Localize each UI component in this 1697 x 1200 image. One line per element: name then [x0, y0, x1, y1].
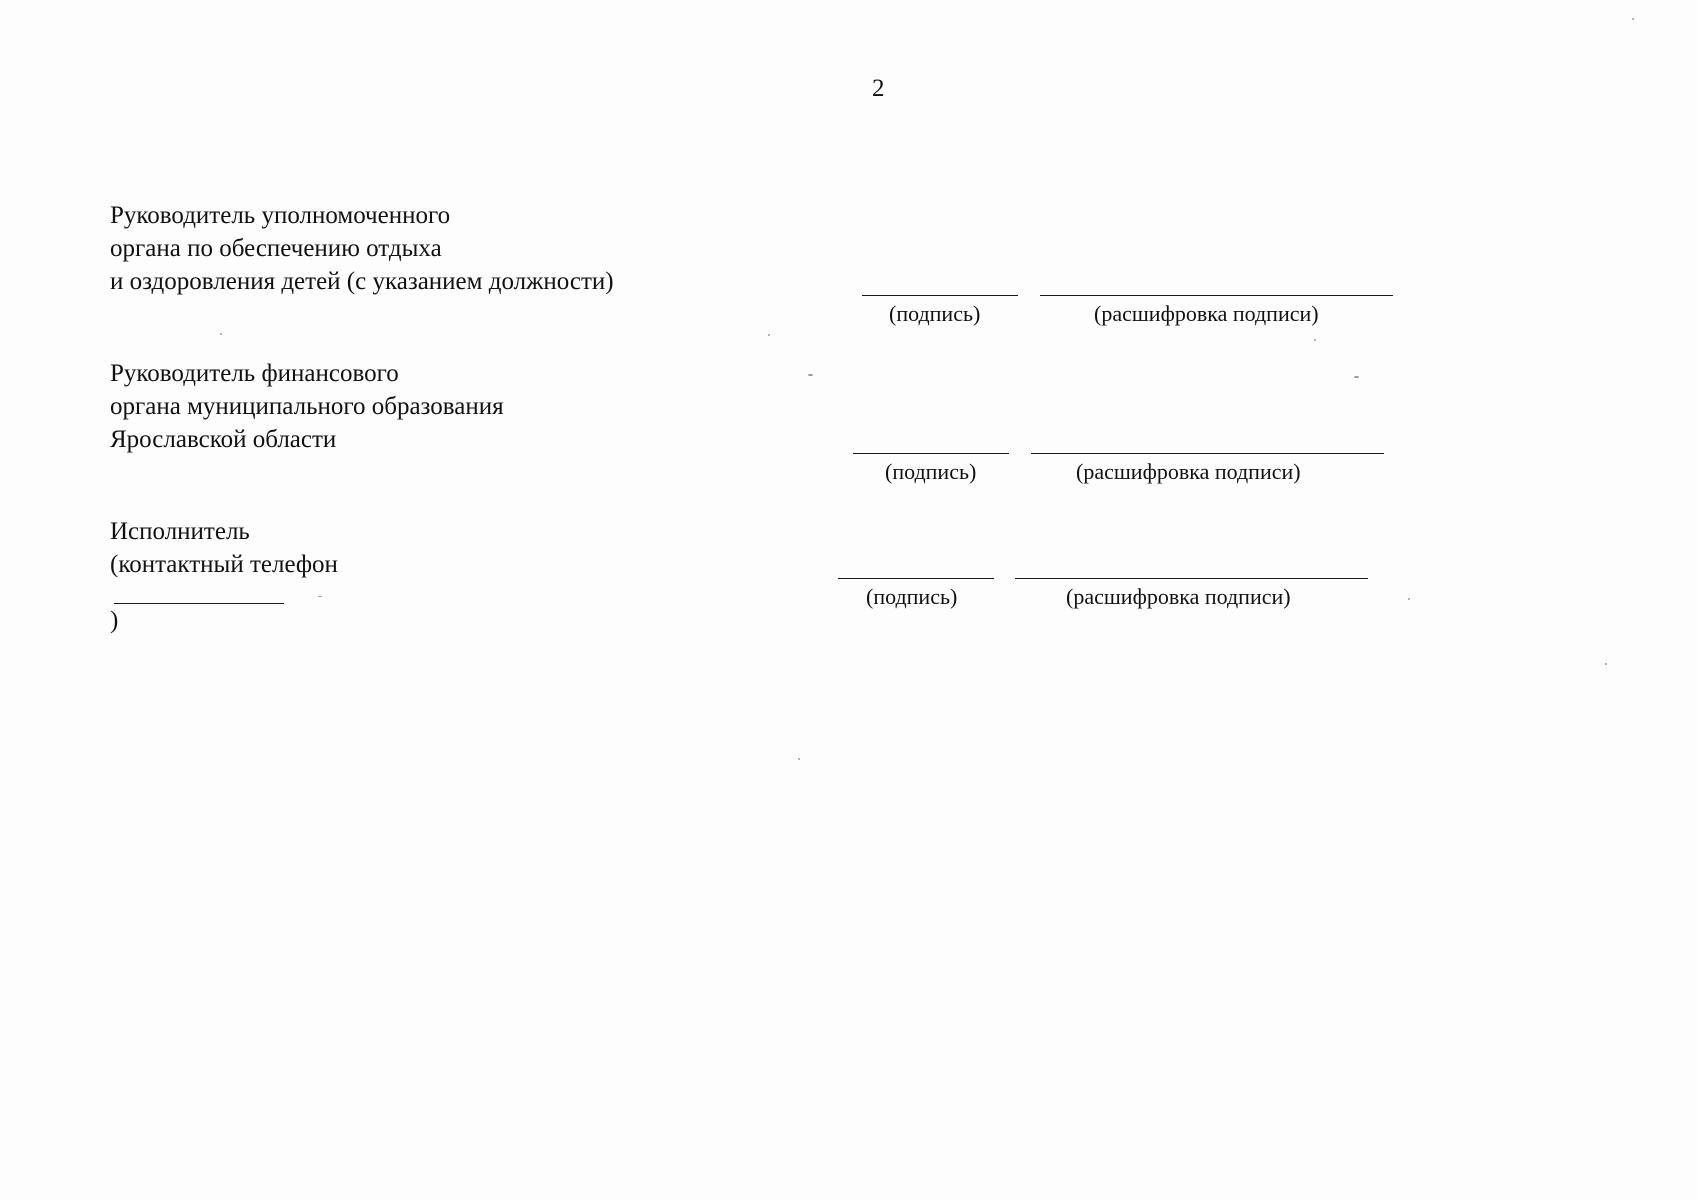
- scan-speck: [1354, 376, 1359, 378]
- phone-line: [110, 548, 338, 637]
- authority-head-title: [110, 199, 614, 298]
- signature-decoding-line: [1015, 578, 1368, 579]
- signature-decoding-caption: (расшифровка подписи): [1094, 301, 1319, 326]
- scan-speck: [808, 374, 813, 376]
- scan-speck: [318, 596, 322, 597]
- scan-speck: [220, 333, 222, 335]
- phone-label: (контактный телефон: [110, 551, 338, 578]
- title-line: Руководитель уполномоченного: [110, 202, 451, 229]
- title-line: органа муниципального образования: [110, 393, 504, 420]
- scan-speck: [1314, 339, 1316, 341]
- title-line: Ярославской области: [110, 426, 337, 453]
- signature-decoding-line: [1031, 453, 1384, 454]
- scan-speck: [798, 758, 800, 760]
- signature-caption: (подпись): [889, 301, 981, 326]
- signature-line: [862, 295, 1018, 296]
- signature-caption: (подпись): [885, 459, 977, 484]
- scan-speck: [1605, 663, 1607, 665]
- title-line: и оздоровления детей (с указанием должности): [110, 268, 614, 295]
- signature-caption: (подпись): [866, 584, 958, 609]
- title-line: органа по обеспечению отдыха: [110, 235, 442, 262]
- scan-speck: [1632, 18, 1634, 20]
- page-number: 2: [872, 75, 885, 102]
- scan-speck: [1408, 598, 1410, 600]
- signature-decoding-caption: (расшифровка подписи): [1066, 584, 1291, 609]
- scan-speck: [768, 334, 770, 336]
- title-line: Исполнитель: [110, 518, 250, 545]
- finance-head-title: [110, 357, 504, 456]
- title-line: Руководитель финансового: [110, 360, 399, 387]
- signature-decoding-line: [1040, 295, 1393, 296]
- signature-line: [853, 453, 1009, 454]
- executor-title: [110, 515, 338, 637]
- phone-close-paren: ): [110, 607, 119, 634]
- signature-decoding-caption: (расшифровка подписи): [1076, 459, 1301, 484]
- signature-line: [838, 578, 994, 579]
- phone-blank-line: [114, 581, 284, 604]
